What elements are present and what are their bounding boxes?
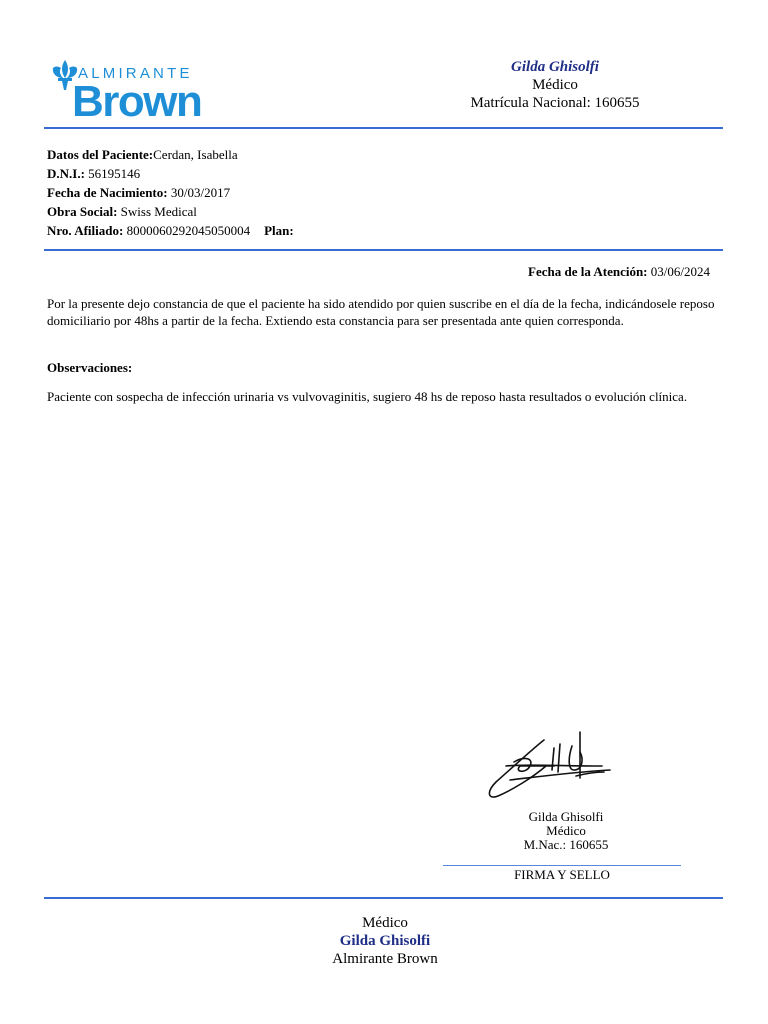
- observations-text: Paciente con sospecha de infección urinaria vs vulvovaginitis, sugiero 48 hs de reposo hasta resultados o evolución clínica.: [47, 389, 688, 404]
- signature-role: Médico: [546, 823, 586, 838]
- patient-insurance-label: Obra Social:: [47, 204, 118, 219]
- patient-data: [47, 145, 294, 240]
- header-doctor-name: Gilda Ghisolfi: [511, 59, 599, 75]
- footer-divider: [44, 897, 723, 899]
- patient-dni-label: D.N.I.:: [47, 166, 85, 181]
- attention-date: [528, 264, 710, 280]
- patient-affiliate-value: 8000060292045050004: [126, 223, 251, 238]
- certificate-body-text: Por la presente dejo constancia de que el paciente ha sido atendido por quien suscribe en el día de la fecha, indicándosele reposo domiciliario por 48hs a partir de la fecha. Extiendo esta constancia para ser presentada ante quien corresponda.: [47, 296, 715, 328]
- footer-doctor-role: Médico: [362, 915, 408, 931]
- patient-dni-value: 56195146: [88, 166, 141, 181]
- patient-name-row: [47, 145, 294, 164]
- footer-doctor-name: Gilda Ghisolfi: [339, 933, 431, 949]
- attention-date-value: 03/06/2024: [650, 264, 710, 279]
- header-doctor-role: Médico: [532, 77, 578, 93]
- header-doctor-info: [440, 58, 670, 112]
- patient-insurance-value: Swiss Medical: [120, 204, 197, 219]
- header-divider: [44, 127, 723, 129]
- patient-name-value: Cerdan, Isabella: [153, 147, 238, 162]
- handwritten-signature: [484, 726, 614, 804]
- patient-dni-row: [47, 164, 294, 183]
- patient-affiliate-label: Nro. Afiliado:: [47, 223, 124, 238]
- signature-line: [443, 865, 681, 866]
- patient-insurance-row: [47, 202, 294, 221]
- patient-affiliate-row: [47, 221, 294, 240]
- patient-dob-label: Fecha de Nacimiento:: [47, 185, 168, 200]
- patient-plan-label: Plan:: [264, 223, 294, 238]
- attention-date-label: Fecha de la Atención:: [528, 264, 648, 279]
- patient-divider: [44, 249, 723, 251]
- footer-institution: Almirante Brown: [332, 951, 438, 967]
- signature-stamp: [496, 810, 636, 852]
- footer-doctor-info: [290, 914, 480, 968]
- header-doctor-license: Matrícula Nacional: 160655: [470, 95, 640, 111]
- patient-name-label: Datos del Paciente:: [47, 147, 154, 162]
- patient-dob-row: [47, 183, 294, 202]
- signature-license: M.Nac.: 160655: [523, 837, 609, 852]
- logo-text-main: Brown: [72, 77, 202, 126]
- logo-text-top: ALMIRANTE: [78, 65, 193, 82]
- observations-title: Observaciones:: [47, 360, 133, 375]
- almirante-brown-logo: [50, 58, 220, 126]
- patient-dob-value: 30/03/2017: [170, 185, 231, 200]
- signature-caption: FIRMA Y SELLO: [514, 867, 610, 882]
- signature-name: Gilda Ghisolfi: [528, 809, 604, 824]
